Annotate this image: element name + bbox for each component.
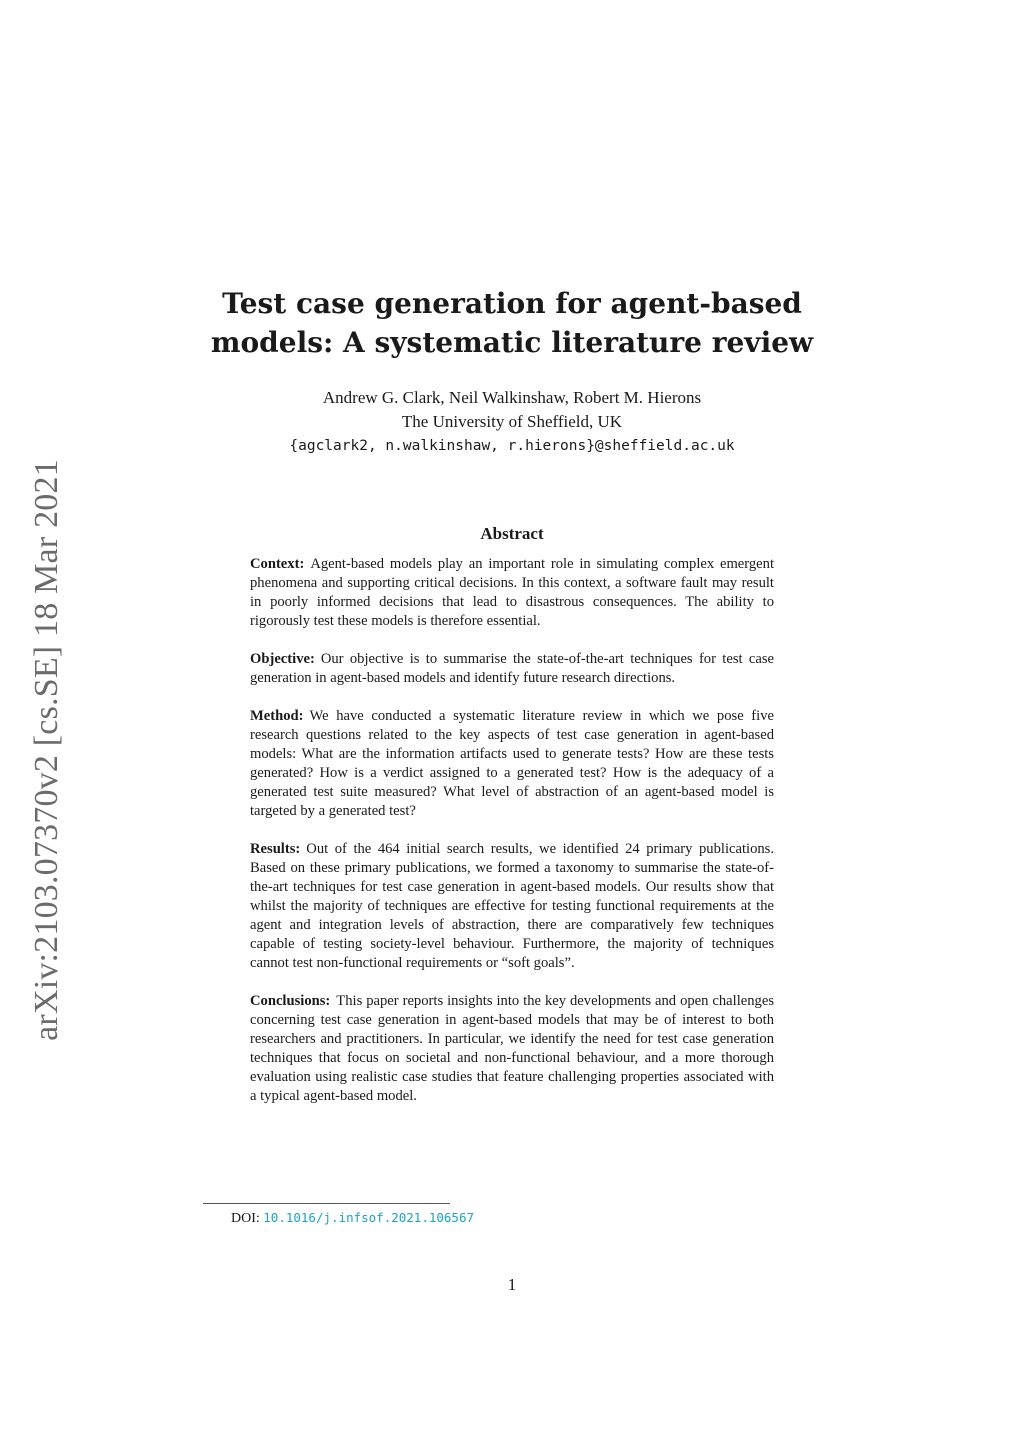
abstract-results-label: Results: xyxy=(250,841,301,857)
author-block xyxy=(200,386,824,458)
abstract-context xyxy=(250,555,774,631)
abstract-results-text: Out of the 464 initial search results, we identified 24 primary publications. Based on these primary publications, we formed a taxonomy to summarise the state-of-the-art techniques for test case generation in agent-based models. Our results show that whilst the majority of techniques are effective for testing functional requirements at the agent and integration levels of abstraction, there are comparatively few techniques capable of testing society-level behaviour. Furthermore, the majority of techniques cannot test non-functional requirements or “soft goals”. xyxy=(250,841,774,971)
author-names: Andrew G. Clark, Neil Walkinshaw, Robert M. Hierons xyxy=(322,388,702,407)
doi-link[interactable]: 10.1016/j.infsof.2021.106567 xyxy=(263,1210,474,1225)
abstract-heading: Abstract xyxy=(480,524,544,543)
paper-title xyxy=(200,284,824,362)
abstract-method-label: Method: xyxy=(250,708,304,724)
abstract-context-text: Agent-based models play an important role in simulating complex emergent phenomena and supporting critical decisions. In this context, a software fault may result in poorly informed decisions that lead to disastrous consequences. The ability to rigorously test these models is therefore essential. xyxy=(250,556,774,629)
title-line-2: models: A systematic literature review xyxy=(210,326,814,359)
abstract-objective-label: Objective: xyxy=(250,651,315,667)
abstract-method xyxy=(250,707,774,821)
abstract-conclusions-label: Conclusions: xyxy=(250,993,331,1009)
doi-footnote xyxy=(231,1209,474,1228)
author-affiliation: The University of Sheffield, UK xyxy=(401,412,623,431)
abstract-conclusions xyxy=(250,992,774,1106)
footnote-divider xyxy=(203,1203,450,1204)
abstract-method-text: We have conducted a systematic literature review in which we pose five research questions related to the key aspects of test case generation in agent-based models: What are the information artifacts used to generate tests? How are these tests generated? How is a verdict assigned to a generated test? How is the adequacy of a generated test suite measured? What level of abstraction of an agent-based model is targeted by a generated test? xyxy=(250,708,774,819)
title-line-1: Test case generation for agent-based xyxy=(222,287,802,320)
arxiv-stamp: arXiv:2103.07370v2 [cs.SE] 18 Mar 2021 xyxy=(28,459,65,1041)
abstract-context-label: Context: xyxy=(250,556,305,572)
abstract-conclusions-text: This paper reports insights into the key developments and open challenges concerning test case generation in agent-based models that may be of interest to both researchers and practitioners. In particular, we identify the need for test case generation techniques that focus on societal and non-functional behaviour, and a more thorough evaluation using realistic case studies that feature challenging properties associated with a typical agent-based model. xyxy=(250,993,774,1104)
abstract-objective-text: Our objective is to summarise the state-of-the-art techniques for test case generation in agent-based models and identify future research directions. xyxy=(250,651,774,686)
abstract-results xyxy=(250,840,774,973)
doi-prefix: DOI: xyxy=(231,1211,260,1226)
abstract-body xyxy=(250,555,774,1125)
page-number: 1 xyxy=(507,1275,517,1294)
author-emails: {agclark2, n.walkinshaw, r.hierons}@sheffield.ac.uk xyxy=(289,438,735,454)
abstract-objective xyxy=(250,650,774,688)
